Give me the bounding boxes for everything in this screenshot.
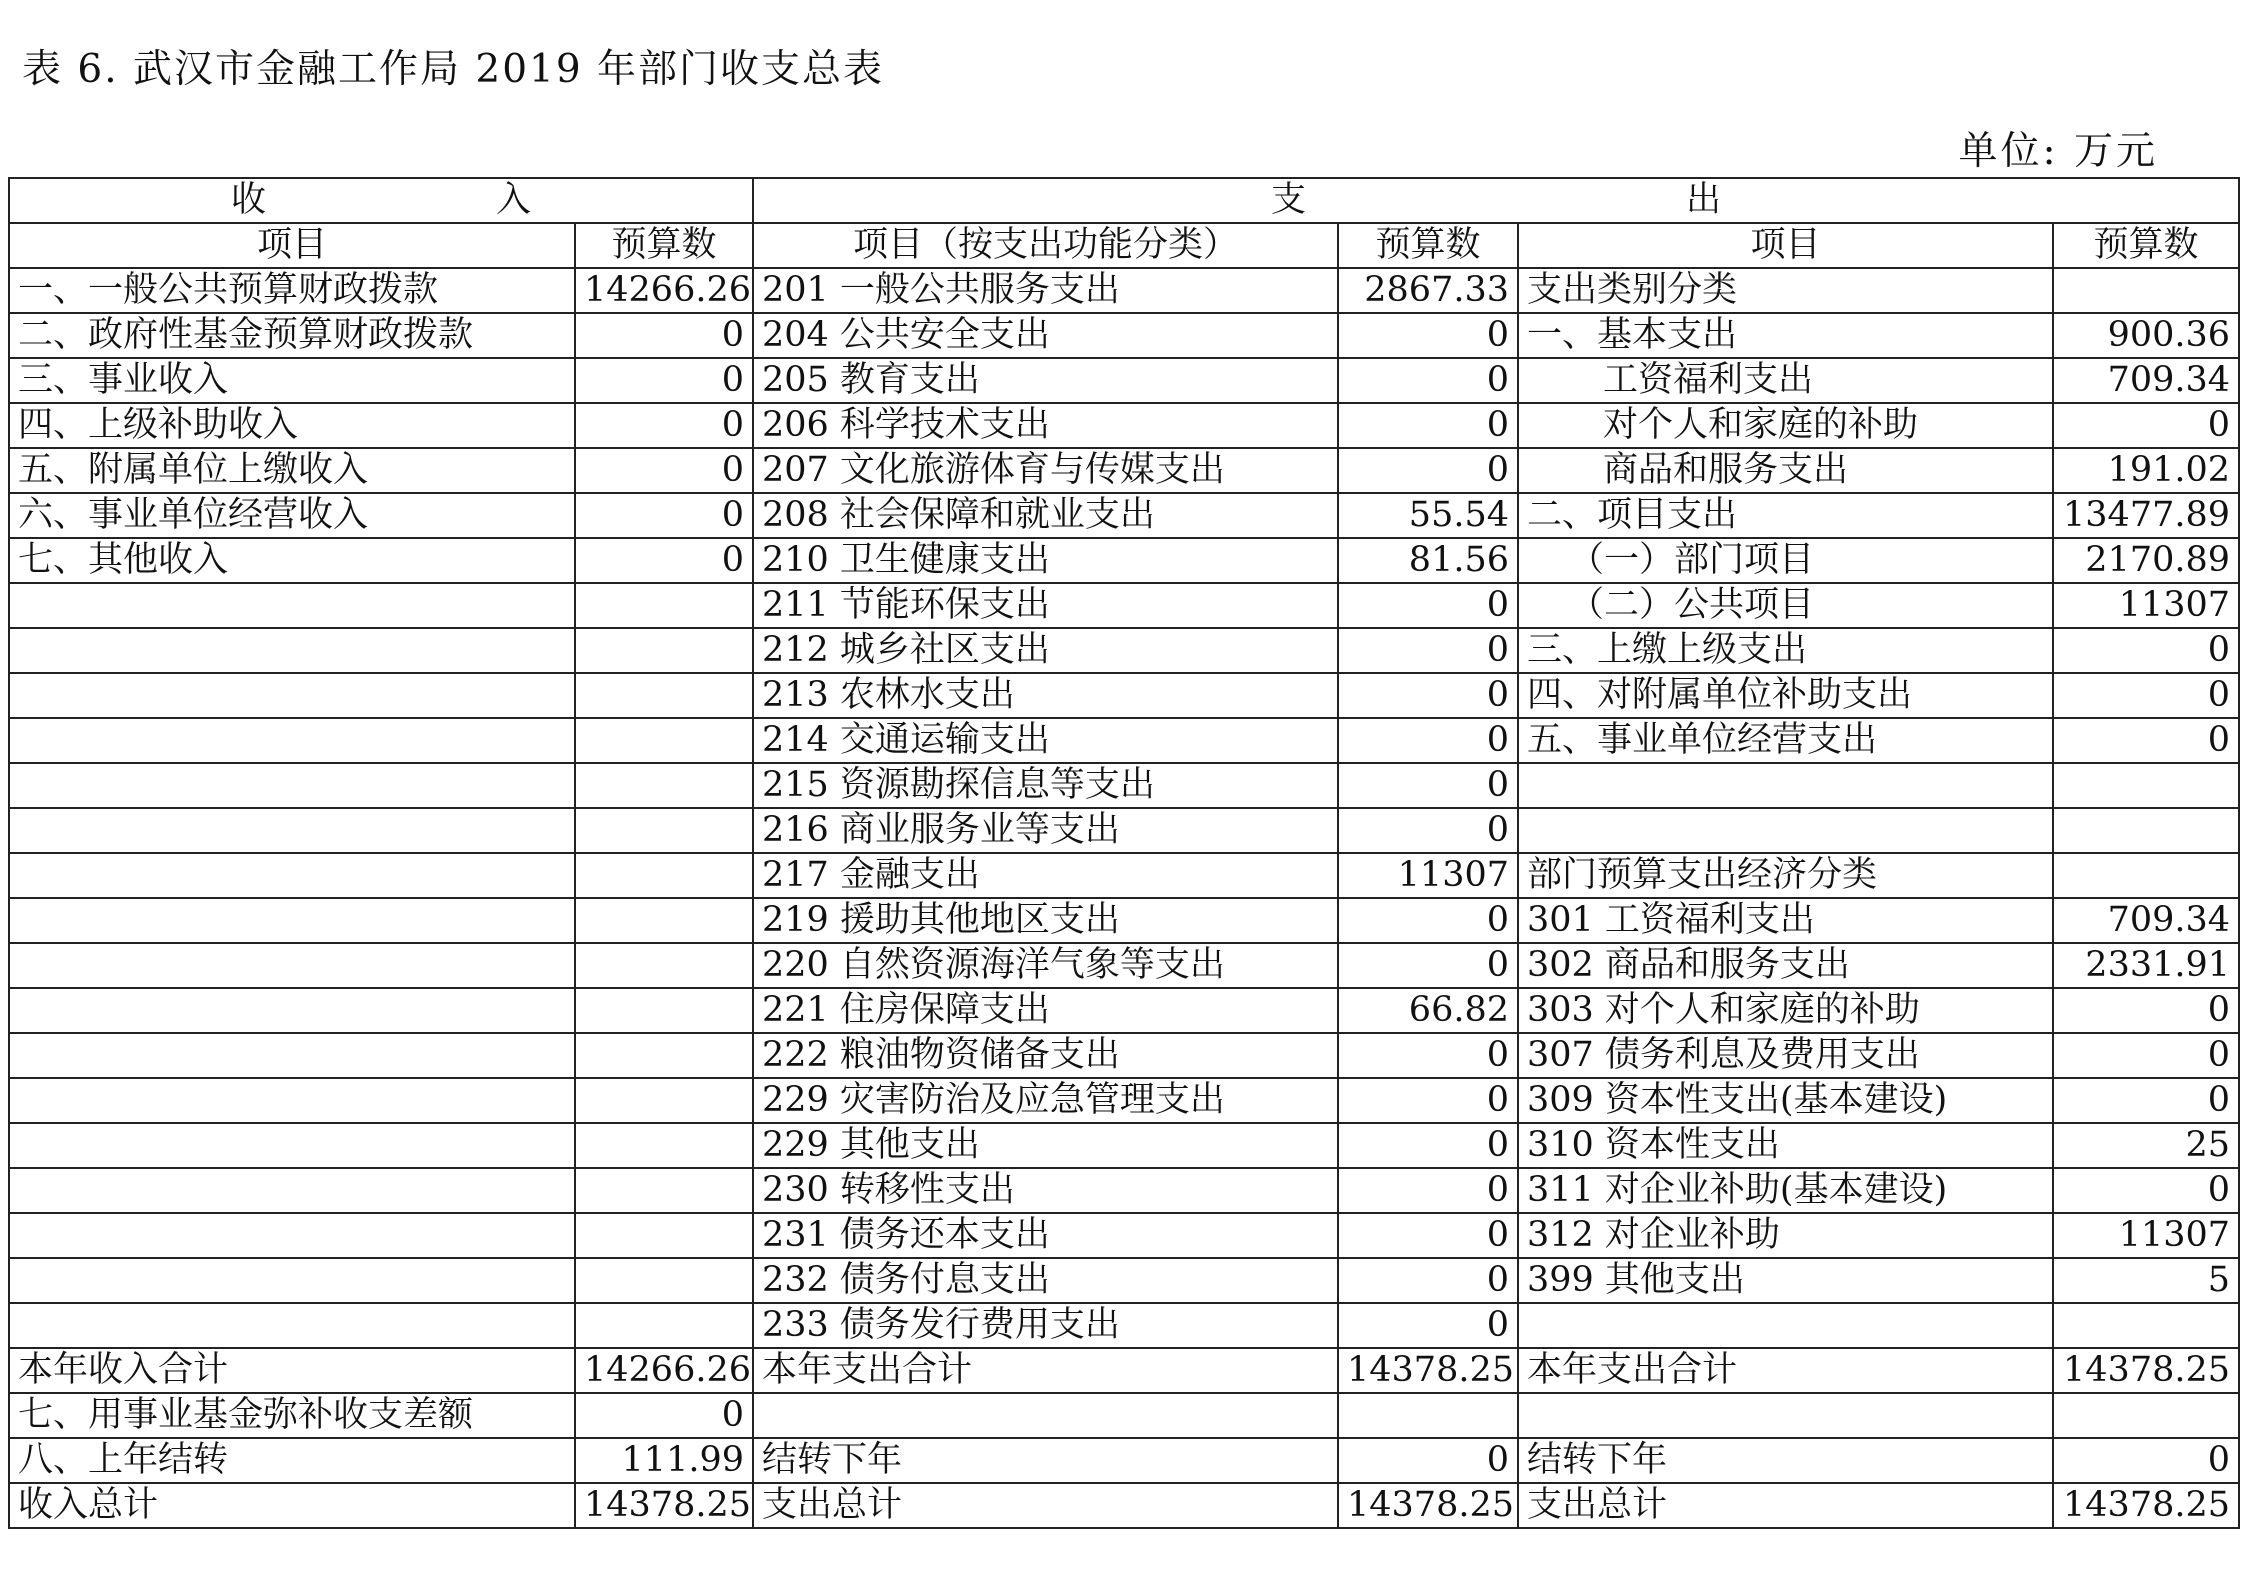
cat-item-cell: 309 资本性支出(基本建设) [1518, 1078, 2053, 1123]
income-item-cell [9, 718, 575, 763]
income-item-cell [9, 1033, 575, 1078]
col-header-cat-item: 项目 [1518, 223, 2053, 268]
expense-header-char2: 出 [1686, 180, 1722, 220]
cat-budget-cell: 0 [2053, 718, 2239, 763]
income-budget-cell [575, 583, 753, 628]
table-row [9, 583, 2239, 628]
expense-group-header [753, 178, 2239, 223]
func-budget-cell: 0 [1338, 1303, 1518, 1348]
table-row [9, 943, 2239, 988]
income-budget-cell: 0 [575, 313, 753, 358]
cat-item-cell: （二）公共项目 [1518, 583, 2053, 628]
cat-item-cell [1518, 808, 2053, 853]
cat-budget-cell [2053, 268, 2239, 313]
cat-item-cell: （一）部门项目 [1518, 538, 2053, 583]
func-budget-cell: 0 [1338, 448, 1518, 493]
table-row [9, 763, 2239, 808]
func-budget-cell: 0 [1338, 673, 1518, 718]
income-budget-cell [575, 1213, 753, 1258]
income-item-cell [9, 1078, 575, 1123]
income-budget-cell [575, 1033, 753, 1078]
table-row [9, 808, 2239, 853]
func-budget-cell: 66.82 [1338, 988, 1518, 1033]
cat-budget-cell: 13477.89 [2053, 493, 2239, 538]
func-item-cell [753, 1393, 1338, 1438]
cat-budget-cell: 191.02 [2053, 448, 2239, 493]
income-item-cell [9, 1168, 575, 1213]
income-header-char1: 收 [230, 180, 266, 220]
cat-item-cell: 307 债务利息及费用支出 [1518, 1033, 2053, 1078]
income-group-header [9, 178, 753, 223]
func-item-cell: 210 卫生健康支出 [753, 538, 1338, 583]
func-item-cell: 229 灾害防治及应急管理支出 [753, 1078, 1338, 1123]
cat-budget-cell: 25 [2053, 1123, 2239, 1168]
income-item-cell [9, 898, 575, 943]
func-budget-cell: 81.56 [1338, 538, 1518, 583]
income-budget-cell [575, 1123, 753, 1168]
income-budget-cell: 14266.26 [575, 268, 753, 313]
table-row [9, 1303, 2239, 1348]
func-item-cell: 213 农林水支出 [753, 673, 1338, 718]
cat-budget-cell: 11307 [2053, 1213, 2239, 1258]
func-item-cell: 212 城乡社区支出 [753, 628, 1338, 673]
table-row [9, 1213, 2239, 1258]
cat-budget-cell: 709.34 [2053, 358, 2239, 403]
income-header-char2: 入 [496, 180, 532, 220]
func-item-cell: 219 援助其他地区支出 [753, 898, 1338, 943]
cat-item-cell: 支出总计 [1518, 1483, 2053, 1528]
table-row [9, 673, 2239, 718]
income-budget-cell [575, 1168, 753, 1213]
func-budget-cell: 0 [1338, 313, 1518, 358]
table-row [9, 898, 2239, 943]
cat-item-cell: 对个人和家庭的补助 [1518, 403, 2053, 448]
func-item-cell: 216 商业服务业等支出 [753, 808, 1338, 853]
table-row [9, 448, 2239, 493]
budget-table-body [9, 178, 2239, 1528]
income-item-cell [9, 628, 575, 673]
cat-budget-cell: 0 [2053, 1168, 2239, 1213]
cat-item-cell: 310 资本性支出 [1518, 1123, 2053, 1168]
income-item-cell [9, 943, 575, 988]
table-row [9, 988, 2239, 1033]
func-item-cell: 217 金融支出 [753, 853, 1338, 898]
cat-budget-cell [2053, 1393, 2239, 1438]
cat-item-cell: 五、事业单位经营支出 [1518, 718, 2053, 763]
func-budget-cell: 0 [1338, 808, 1518, 853]
cat-item-cell: 311 对企业补助(基本建设) [1518, 1168, 2053, 1213]
income-item-cell [9, 1213, 575, 1258]
cat-budget-cell [2053, 763, 2239, 808]
func-item-cell: 231 债务还本支出 [753, 1213, 1338, 1258]
cat-budget-cell: 0 [2053, 403, 2239, 448]
income-item-cell: 八、上年结转 [9, 1438, 575, 1483]
cat-item-cell: 一、基本支出 [1518, 313, 2053, 358]
func-item-cell: 本年支出合计 [753, 1348, 1338, 1393]
col-header-budget: 预算数 [575, 223, 753, 268]
cat-item-cell: 301 工资福利支出 [1518, 898, 2053, 943]
income-budget-cell: 0 [575, 493, 753, 538]
income-budget-cell: 14266.26 [575, 1348, 753, 1393]
func-budget-cell: 0 [1338, 898, 1518, 943]
table-row [9, 313, 2239, 358]
cat-budget-cell: 709.34 [2053, 898, 2239, 943]
income-item-cell [9, 1258, 575, 1303]
income-item-cell: 本年收入合计 [9, 1348, 575, 1393]
cat-budget-cell: 0 [2053, 1438, 2239, 1483]
cat-budget-cell: 14378.25 [2053, 1348, 2239, 1393]
income-budget-cell [575, 1258, 753, 1303]
func-item-cell: 229 其他支出 [753, 1123, 1338, 1168]
cat-item-cell: 工资福利支出 [1518, 358, 2053, 403]
func-item-cell: 215 资源勘探信息等支出 [753, 763, 1338, 808]
func-budget-cell: 0 [1338, 583, 1518, 628]
income-budget-cell [575, 673, 753, 718]
table-row [9, 718, 2239, 763]
cat-item-cell: 四、对附属单位补助支出 [1518, 673, 2053, 718]
cat-budget-cell: 0 [2053, 628, 2239, 673]
func-budget-cell: 0 [1338, 1258, 1518, 1303]
unit-label: 单位: 万元 [1958, 129, 2158, 174]
income-item-cell: 四、上级补助收入 [9, 403, 575, 448]
budget-table [8, 177, 2240, 1529]
cat-budget-cell [2053, 808, 2239, 853]
func-item-cell: 205 教育支出 [753, 358, 1338, 403]
income-item-cell [9, 583, 575, 628]
func-item-cell: 结转下年 [753, 1438, 1338, 1483]
func-item-cell: 204 公共安全支出 [753, 313, 1338, 358]
income-budget-cell [575, 628, 753, 673]
func-budget-cell: 0 [1338, 1123, 1518, 1168]
func-budget-cell: 0 [1338, 718, 1518, 763]
func-budget-cell: 14378.25 [1338, 1348, 1518, 1393]
income-item-cell: 一、一般公共预算财政拨款 [9, 268, 575, 313]
cat-item-cell: 商品和服务支出 [1518, 448, 2053, 493]
header-row-group [9, 178, 2239, 223]
table-row [9, 493, 2239, 538]
income-item-cell [9, 673, 575, 718]
table-row [9, 1258, 2239, 1303]
func-budget-cell: 0 [1338, 358, 1518, 403]
cat-budget-cell: 900.36 [2053, 313, 2239, 358]
func-item-cell: 230 转移性支出 [753, 1168, 1338, 1213]
func-budget-cell: 11307 [1338, 853, 1518, 898]
func-budget-cell: 0 [1338, 1168, 1518, 1213]
income-budget-cell: 0 [575, 448, 753, 493]
func-budget-cell: 0 [1338, 1438, 1518, 1483]
table-row [9, 1348, 2239, 1393]
table-row [9, 1033, 2239, 1078]
func-item-cell: 222 粮油物资储备支出 [753, 1033, 1338, 1078]
func-budget-cell: 0 [1338, 628, 1518, 673]
income-budget-cell [575, 808, 753, 853]
func-budget-cell: 0 [1338, 1078, 1518, 1123]
cat-budget-cell: 14378.25 [2053, 1483, 2239, 1528]
cat-item-cell: 本年支出合计 [1518, 1348, 2053, 1393]
table-row [9, 1123, 2239, 1168]
cat-item-cell: 312 对企业补助 [1518, 1213, 2053, 1258]
cat-budget-cell: 0 [2053, 1033, 2239, 1078]
cat-item-cell [1518, 1303, 2053, 1348]
cat-budget-cell: 0 [2053, 673, 2239, 718]
func-item-cell: 233 债务发行费用支出 [753, 1303, 1338, 1348]
func-item-cell: 207 文化旅游体育与传媒支出 [753, 448, 1338, 493]
cat-item-cell: 二、项目支出 [1518, 493, 2053, 538]
income-budget-cell [575, 1303, 753, 1348]
table-row [9, 358, 2239, 403]
func-item-cell: 232 债务付息支出 [753, 1258, 1338, 1303]
income-budget-cell: 0 [575, 358, 753, 403]
table-row [9, 1393, 2239, 1438]
income-budget-cell: 0 [575, 538, 753, 583]
income-item-cell: 二、政府性基金预算财政拨款 [9, 313, 575, 358]
func-item-cell: 206 科学技术支出 [753, 403, 1338, 448]
cat-item-cell: 支出类别分类 [1518, 268, 2053, 313]
income-item-cell [9, 988, 575, 1033]
func-budget-cell: 0 [1338, 763, 1518, 808]
income-budget-cell [575, 763, 753, 808]
cat-budget-cell: 2170.89 [2053, 538, 2239, 583]
table-row [9, 1483, 2239, 1528]
cat-budget-cell [2053, 1303, 2239, 1348]
cat-item-cell: 三、上缴上级支出 [1518, 628, 2053, 673]
cat-budget-cell: 2331.91 [2053, 943, 2239, 988]
cat-item-cell: 399 其他支出 [1518, 1258, 2053, 1303]
table-row [9, 1168, 2239, 1213]
cat-item-cell: 结转下年 [1518, 1438, 2053, 1483]
income-item-cell: 七、其他收入 [9, 538, 575, 583]
cat-item-cell: 302 商品和服务支出 [1518, 943, 2053, 988]
income-item-cell: 收入总计 [9, 1483, 575, 1528]
income-budget-cell [575, 718, 753, 763]
income-budget-cell: 111.99 [575, 1438, 753, 1483]
func-item-cell: 支出总计 [753, 1483, 1338, 1528]
table-row [9, 1078, 2239, 1123]
func-budget-cell [1338, 1393, 1518, 1438]
col-header-item: 项目 [9, 223, 575, 268]
func-item-cell: 211 节能环保支出 [753, 583, 1338, 628]
func-item-cell: 214 交通运输支出 [753, 718, 1338, 763]
income-budget-cell: 14378.25 [575, 1483, 753, 1528]
cat-item-cell [1518, 763, 2053, 808]
func-budget-cell: 55.54 [1338, 493, 1518, 538]
table-row [9, 628, 2239, 673]
col-header-func-budget: 预算数 [1338, 223, 1518, 268]
cat-item-cell: 303 对个人和家庭的补助 [1518, 988, 2053, 1033]
func-budget-cell: 2867.33 [1338, 268, 1518, 313]
income-budget-cell [575, 943, 753, 988]
income-item-cell: 三、事业收入 [9, 358, 575, 403]
cat-budget-cell: 0 [2053, 988, 2239, 1033]
income-budget-cell [575, 1078, 753, 1123]
income-item-cell: 五、附属单位上缴收入 [9, 448, 575, 493]
func-item-cell: 201 一般公共服务支出 [753, 268, 1338, 313]
income-budget-cell [575, 898, 753, 943]
func-budget-cell: 0 [1338, 1033, 1518, 1078]
col-header-cat-budget: 预算数 [2053, 223, 2239, 268]
cat-budget-cell: 5 [2053, 1258, 2239, 1303]
func-budget-cell: 14378.25 [1338, 1483, 1518, 1528]
table-row [9, 1438, 2239, 1483]
income-item-cell [9, 853, 575, 898]
header-row-columns [9, 223, 2239, 268]
page-title: 表 6. 武汉市金融工作局 2019 年部门收支总表 [22, 47, 885, 92]
income-item-cell [9, 808, 575, 853]
cat-budget-cell [2053, 853, 2239, 898]
table-row [9, 403, 2239, 448]
income-item-cell: 六、事业单位经营收入 [9, 493, 575, 538]
func-budget-cell: 0 [1338, 943, 1518, 988]
income-item-cell [9, 1303, 575, 1348]
income-budget-cell [575, 988, 753, 1033]
col-header-func-item: 项目（按支出功能分类） [753, 223, 1338, 268]
table-row [9, 268, 2239, 313]
func-item-cell: 208 社会保障和就业支出 [753, 493, 1338, 538]
cat-budget-cell: 0 [2053, 1078, 2239, 1123]
func-budget-cell: 0 [1338, 1213, 1518, 1258]
income-budget-cell [575, 853, 753, 898]
cat-budget-cell: 11307 [2053, 583, 2239, 628]
func-item-cell: 221 住房保障支出 [753, 988, 1338, 1033]
cat-item-cell: 部门预算支出经济分类 [1518, 853, 2053, 898]
income-item-cell: 七、用事业基金弥补收支差额 [9, 1393, 575, 1438]
func-item-cell: 220 自然资源海洋气象等支出 [753, 943, 1338, 988]
table-row [9, 538, 2239, 583]
income-budget-cell: 0 [575, 1393, 753, 1438]
cat-item-cell [1518, 1393, 2053, 1438]
income-item-cell [9, 1123, 575, 1168]
income-budget-cell: 0 [575, 403, 753, 448]
expense-header-char1: 支 [1271, 180, 1307, 220]
income-item-cell [9, 763, 575, 808]
func-budget-cell: 0 [1338, 403, 1518, 448]
table-row [9, 853, 2239, 898]
